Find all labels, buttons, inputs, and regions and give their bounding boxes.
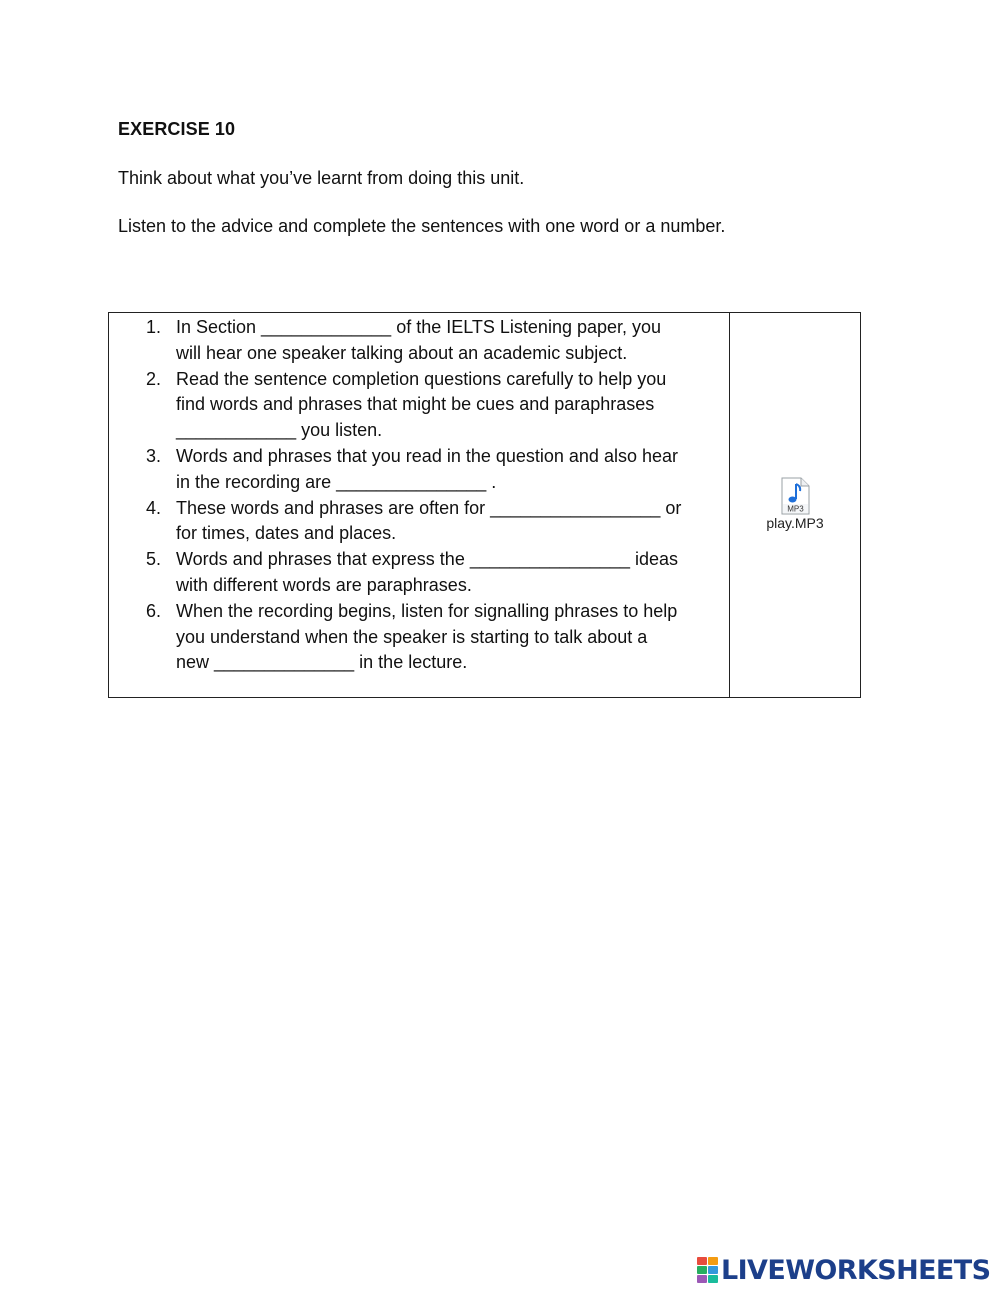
question-line: ____________ you listen. [176,420,383,441]
audio-file-attachment[interactable] [730,477,860,531]
question-line: for times, dates and places. [176,523,397,544]
mp3-file-icon[interactable] [779,477,811,515]
question-line: in the recording are _______________ . [176,471,497,492]
question-number: 6. [146,600,162,621]
attachment-filename[interactable]: play.MP3 [766,515,824,531]
logo-block [697,1266,707,1274]
question-line: you understand when the speaker is starting to talk about a [176,626,648,647]
question-number: 3. [146,445,162,466]
question-line: find words and phrases that might be cues and paraphrases [176,394,655,415]
question-line: In Section _____________ of the IELTS Listening paper, you [176,317,662,337]
logo-block [708,1257,718,1265]
question-line: new ______________ in the lecture. [176,652,468,673]
question-item [109,367,729,444]
logo-blocks-icon [697,1257,718,1283]
questions-column [109,313,730,697]
attachment-column [730,313,860,697]
question-line: Words and phrases that express the ________________ ideas [176,549,679,570]
liveworksheets-logo [697,1254,990,1286]
question-line: These words and phrases are often for _________________ or [176,497,682,518]
question-item [109,444,729,496]
logo-block [708,1275,718,1283]
question-line: When the recording begins, listen for signalling phrases to help [176,600,678,621]
question-number: 1. [146,317,162,337]
instruction-text: Listen to the advice and complete the sentences with one word or a number. [118,216,726,236]
exercise-title: EXERCISE 10 [118,119,236,139]
question-item [109,599,729,676]
logo-block [708,1266,718,1274]
question-number: 4. [146,497,162,518]
question-line: Read the sentence completion questions carefully to help you [176,368,667,389]
question-item [109,315,729,367]
question-line: will hear one speaker talking about an academic subject. [176,342,628,363]
questions-table [108,312,861,698]
svg-text:MP3: MP3 [787,504,804,514]
question-item [109,496,729,548]
intro-text: Think about what you’ve learnt from doing this unit. [118,168,525,188]
logo-block [697,1257,707,1265]
logo-block [697,1275,707,1283]
question-list [109,315,729,676]
question-number: 5. [146,549,162,570]
question-item [109,547,729,599]
question-number: 2. [146,368,162,389]
question-line: Words and phrases that you read in the question and also hear [176,445,678,466]
logo-text: LIVEWORKSHEETS [721,1254,991,1286]
question-line: with different words are paraphrases. [176,574,472,595]
